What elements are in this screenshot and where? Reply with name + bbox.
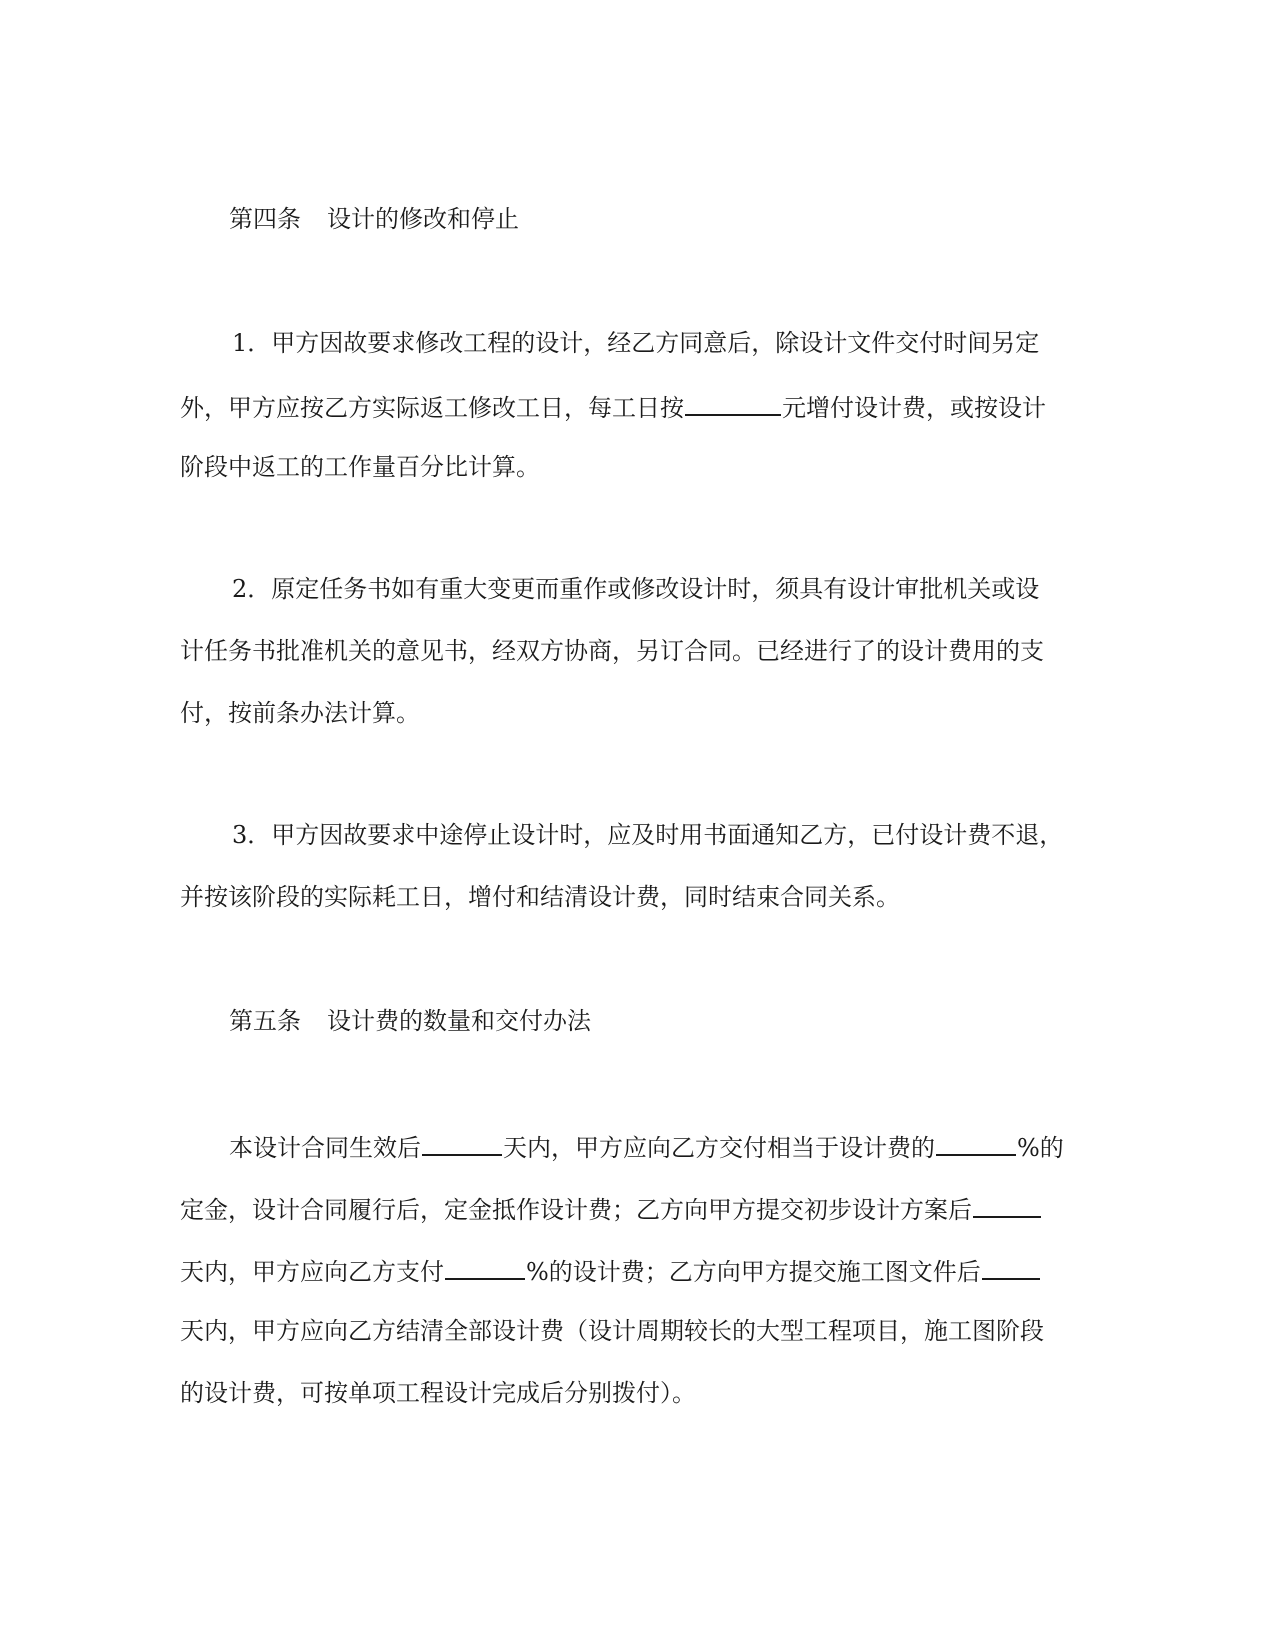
article-4-item-3-line-2: 并按该阶段的实际耗工日，增付和结清设计费，同时结束合同关系。 [180,883,900,911]
preliminary-percent-blank[interactable] [445,1254,525,1280]
article-5-text-d: 天内，甲方应向乙方支付 [180,1258,444,1286]
article-5-text-b: 天内，甲方应向乙方交付相当于设计费的 [503,1134,935,1162]
article-4-heading [229,204,519,234]
article-5-line-3 [180,1254,1041,1284]
article-4-title: 设计的修改和停止 [327,205,519,233]
article-5-line-2-text: 定金，设计合同履行后，定金抵作设计费；乙方向甲方提交初步设计方案后 [180,1196,972,1224]
article-4-item-1-line-2 [180,390,1046,420]
article-5-text-a: 本设计合同生效后 [229,1134,421,1162]
article-5-line-4: 天内，甲方应向乙方结清全部设计费（设计周期较长的大型工程项目，施工图阶段 [180,1317,1044,1345]
article-5-number: 第五条 [229,1007,301,1035]
item-1-text-a: 外，甲方应按乙方实际返工修改工日，每工日按 [180,394,684,422]
article-4-item-2-line-3: 付，按前条办法计算。 [180,699,420,727]
fee-per-day-blank[interactable] [685,390,781,416]
item-1-text-b: 元增付设计费，或按设计 [782,394,1046,422]
deposit-days-blank[interactable] [422,1130,502,1156]
deposit-percent-blank[interactable] [936,1130,1016,1156]
preliminary-days-blank[interactable] [973,1192,1041,1218]
article-5-heading [229,1006,591,1036]
article-5-text-e: %的设计费；乙方向甲方提交施工图文件后 [526,1258,981,1286]
article-5-line-5: 的设计费，可按单项工程设计完成后分别拨付）。 [180,1379,696,1407]
article-4-item-1-line-1: 1．甲方因故要求修改工程的设计，经乙方同意后，除设计文件交付时间另定 [232,329,1040,357]
article-5-line-1 [229,1130,1064,1160]
construction-days-blank[interactable] [982,1254,1040,1280]
article-4-item-2-line-1: 2．原定任务书如有重大变更而重作或修改设计时，须具有设计审批机关或设 [232,575,1040,603]
article-4-item-1-line-3: 阶段中返工的工作量百分比计算。 [180,453,540,481]
article-4-number: 第四条 [229,205,301,233]
article-4-item-2-line-2: 计任务书批准机关的意见书，经双方协商，另订合同。已经进行了的设计费用的支 [180,637,1044,665]
article-5-title: 设计费的数量和交付办法 [327,1007,591,1035]
article-4-item-3-line-1: 3．甲方因故要求中途停止设计时，应及时用书面通知乙方，已付设计费不退， [232,821,1064,849]
article-5-line-2 [180,1192,1042,1222]
article-5-text-c: %的 [1017,1134,1064,1162]
